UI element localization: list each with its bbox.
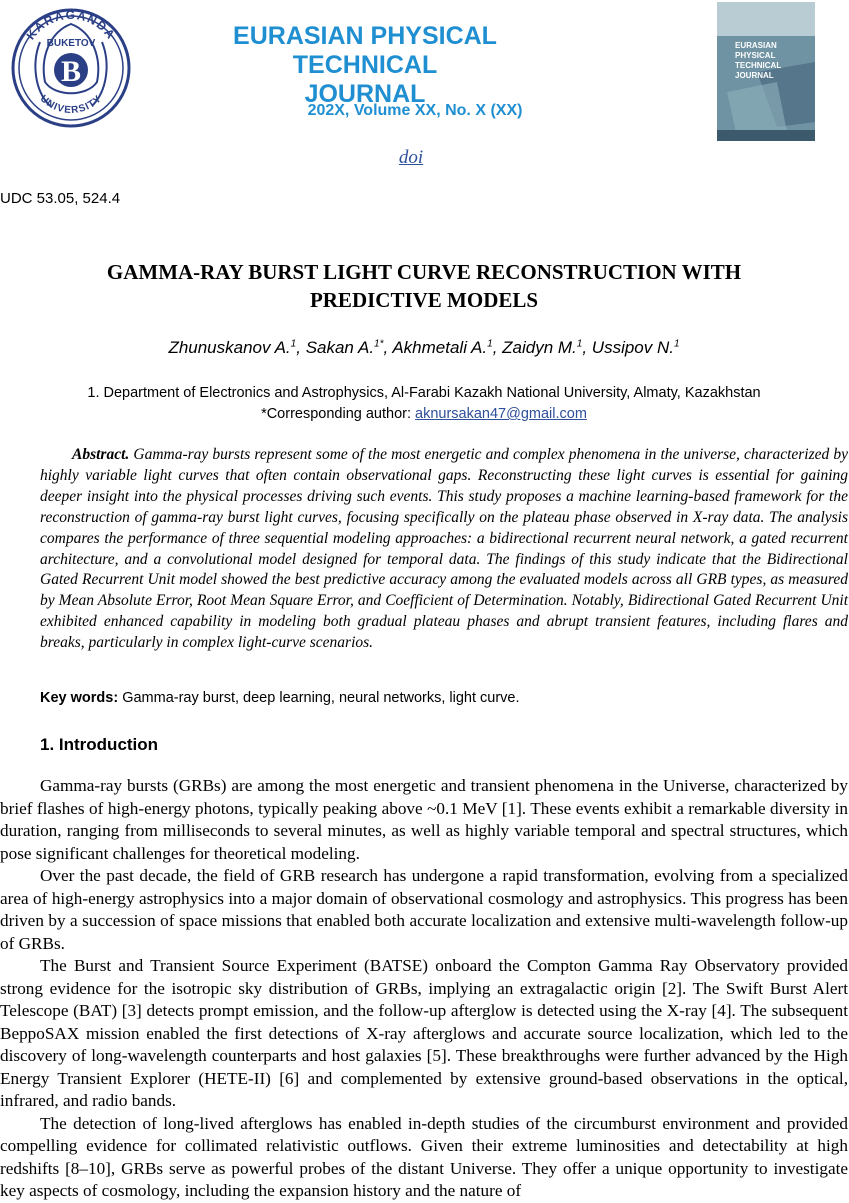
- keywords-label: Key words:: [40, 690, 119, 706]
- keywords-text: Gamma-ray burst, deep learning, neural networks, light curve.: [118, 690, 520, 706]
- author-name: Akhmetali A.: [392, 338, 488, 357]
- volume-info: 202X, Volume XX, No. X (XX): [307, 102, 523, 119]
- corresponding-author: [10, 404, 838, 425]
- author-affil-mark: 1: [290, 338, 297, 350]
- udc-code: UDC 53.05, 524.4: [0, 190, 121, 207]
- corresponding-label: *Corresponding author:: [261, 406, 416, 422]
- paper-title: [20, 258, 828, 314]
- logo-emblem: [10, 2, 132, 134]
- affiliation: 1. Department of Electronics and Astrophysics, Al-Farabi Kazakh National University, Almaty, Kazakhstan: [87, 385, 761, 401]
- cover-line2: PHYSICAL: [735, 51, 776, 60]
- journal-cover: [717, 2, 815, 141]
- body-paragraph: Gamma-ray bursts (GRBs) are among the most energetic and transient phenomena in the Universe, characterized by brief flashes of high-energy photons, typically peaking above ~0.1 MeV [1]. These events exhibit a remarkable diversity in duration, ranging from milliseconds to several minutes, as well as highly variable temporal and spectral structures, which pose significant challenges for theoretical modeling.: [0, 776, 848, 863]
- logo-top-text: KARAGANDA: [23, 7, 119, 43]
- author-name: Sakan A.: [305, 338, 375, 357]
- logo-letter: B: [60, 55, 82, 88]
- logo-middle-text: BUKETOV: [46, 38, 96, 49]
- journal-title-line1: EURASIAN PHYSICAL TECHNICAL: [233, 22, 497, 79]
- abstract-text: Gamma-ray bursts represent some of the most energetic and complex phenomena in the universe, characterized by highly variable light curves that often contain observational gaps. Reconstructing these light curves is essential for gaining deeper insight into the physical processes driving such events. This study proposes a machine learning-based framework for the reconstruction of gamma-ray burst light curves, focusing specifically on the plateau phase observed in X-ray data. The analysis compares the performance of three sequential modeling approaches: a bidirectional recurrent neural network, a gated recurrent architecture, and a convolutional model designed for temporal data. The findings of this study indicate that the Bidirectional Gated Recurrent Unit model showed the best predictive accuracy among the evaluated models across all GRB types, as measured by Mean Absolute Error, Root Mean Square Error, and Coefficient of Determination. Notably, Bidirectional Gated Recurrent Unit exhibited enhanced capability in modeling both gradual plateau phases and abrupt transient features, including flares and breaks, particularly in complex light-curve scenarios.: [40, 446, 848, 652]
- journal-title: [160, 22, 570, 109]
- author-affil-mark: 1*: [374, 338, 384, 350]
- body-paragraph: Over the past decade, the field of GRB research has undergone a rapid transformation, evolving from a specialized area of high-energy astrophysics into a major domain of observational cosmology and astrophysics. This progress has been driven by a succession of space missions that enabled both accurate localization and extensive multi-wavelength follow-up of GRBs.: [0, 866, 848, 953]
- author-affil-mark: 1: [576, 338, 583, 350]
- logo-bottom-text: UNIVERSITY: [37, 93, 105, 117]
- keywords: [40, 690, 840, 706]
- body-text: [0, 775, 848, 1203]
- author-affil-mark: 1: [487, 338, 493, 350]
- cover-line4: JOURNAL: [735, 71, 774, 80]
- author-separator: ,: [296, 338, 306, 357]
- university-logo: [10, 2, 132, 134]
- cover-art: [717, 2, 815, 141]
- author-affil-mark: 1: [673, 338, 680, 350]
- author-separator: ,: [383, 338, 393, 357]
- cover-line3: TECHNICAL: [735, 61, 782, 70]
- journal-title-line2: JOURNAL: [304, 80, 426, 108]
- doi-link[interactable]: doi: [398, 147, 424, 168]
- author-separator: ,: [492, 338, 503, 357]
- body-paragraph: The detection of long-lived afterglows has enabled in-depth studies of the circumburst environment and provided compelling evidence for collimated relativistic outflows. Given their extreme luminosities and detectability at high redshifts [8–10], GRBs serve as powerful probes of the distant Universe. They offer a unique opportunity to investigate key aspects of cosmology, including the expansion history and the nature of: [0, 1113, 848, 1200]
- corresponding-email-link[interactable]: aknursakan47@gmail.com: [415, 406, 587, 422]
- author-separator: ,: [582, 338, 592, 357]
- author-list: [20, 338, 828, 358]
- section-heading-introduction: 1. Introduction: [40, 735, 159, 754]
- paper-title-line1: GAMMA-RAY BURST LIGHT CURVE RECONSTRUCTION WITH: [106, 260, 742, 284]
- affiliation-block: [10, 383, 838, 425]
- abstract-label: Abstract.: [72, 446, 130, 463]
- paper-title-line2: PREDICTIVE MODELS: [309, 288, 539, 312]
- cover-line1: EURASIAN: [735, 41, 777, 50]
- author-name: Ussipov N.: [591, 338, 674, 357]
- body-paragraph: The Burst and Transient Source Experiment (BATSE) onboard the Compton Gamma Ray Observatory provided strong evidence for the isotropic sky distribution of GRBs, implying an extragalactic origin [2]. The Swift Burst Alert Telescope (BAT) [3] detects prompt emission, and the follow-up afterglow is detected using the X-ray [4]. The subsequent BeppoSAX mission enabled the first detections of X-ray afterglows and accurate source localization, which led to the discovery of long-wavelength counterparts and host galaxies [5]. These breakthroughs were further advanced by the High Energy Transient Explorer (HETE-II) [6] and complemented by extensive ground-based observations in the optical, infrared, and radio bands.: [0, 956, 848, 1110]
- author-name: Zaidyn M.: [502, 338, 577, 357]
- author-name: Zhunuskanov A.: [168, 338, 291, 357]
- abstract: [40, 445, 848, 654]
